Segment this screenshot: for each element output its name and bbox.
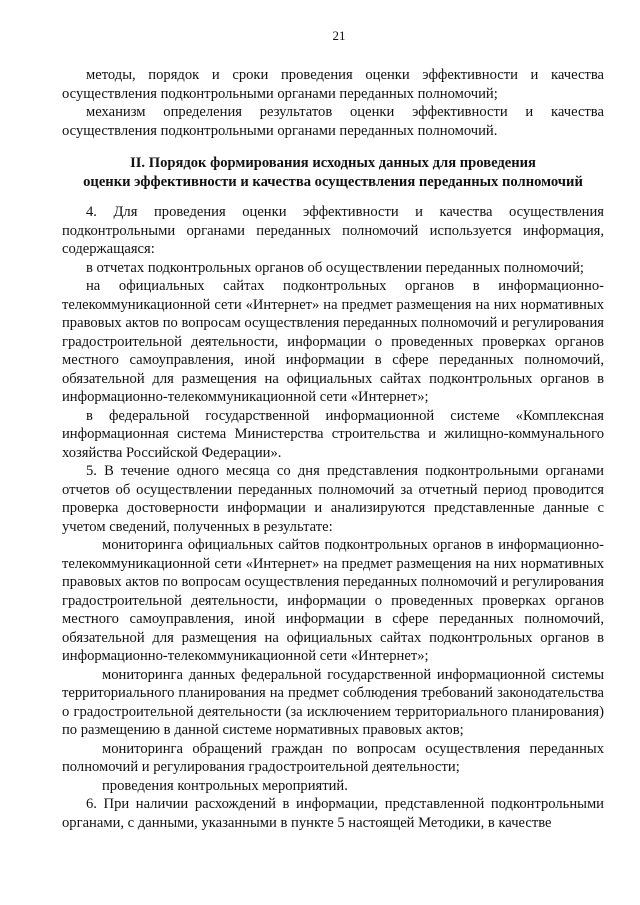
clause-5-item-3: мониторинга обращений граждан по вопросам осуществления переданных полномочий и регулирования градостроительной деятельности; <box>62 740 604 775</box>
clause-5-item-4: проведения контрольных мероприятий. <box>102 777 348 794</box>
clause-5: 5. В течение одного месяца со дня представления подконтрольными органами отчетов об осуществлении переданных полномочий за отчетный период проводится проверка достоверности информации и анализируются представленные данные с учетом сведений, полученных в результате: <box>62 463 604 535</box>
intro-paragraph-1: методы, порядок и сроки проведения оценки эффективности и качества осуществления подконтрольными органами переданных полномочий; <box>62 67 604 102</box>
section-heading-line-1: II. Порядок формирования исходных данных для проведения <box>130 155 536 171</box>
intro-paragraph-2: механизм определения результатов оценки эффективности и качества осуществления подконтрольными органами переданных полномочий. <box>62 104 604 139</box>
section-heading <box>62 154 604 191</box>
clause-6: 6. При наличии расхождений в информации, представленной подконтрольными органами, с данными, указанными в пункте 5 настоящей Методики, в качестве <box>62 796 604 831</box>
page-number: 21 <box>332 28 346 43</box>
clause-4: 4. Для проведения оценки эффективности и качества осуществления подконтрольными органами переданных полномочий используется информация, содержащаяся: <box>62 204 604 257</box>
section-heading-line-2: оценки эффективности и качества осуществления переданных полномочий <box>83 173 583 190</box>
clause-5-item-2: мониторинга данных федеральной государственной информационной системы территориального планирования на предмет соблюдения требований законодательства о градостроительной деятельности (за исключением территориального планирования) по размещению в данной системе нормативных правовых актов; <box>62 666 604 738</box>
clause-4-item-2: на официальных сайтах подконтрольных органов в информационно-телекоммуникационной сети «Интернет» на предмет размещения на них нормативных правовых актов по вопросам осуществления переданных полномочий и регулирования градостроительной деятельности, информации о проведенных проверках органов местного самоуправления, иной информации в сфере переданных полномочий, обязательной для размещения на официальных сайтах подконтрольных органов в информационно-телекоммуникационной сети «Интернет»; <box>62 278 604 405</box>
clause-4-item-1: в отчетах подконтрольных органов об осуществлении переданных полномочий; <box>86 259 584 276</box>
clause-4-item-3: в федеральной государственной информационной системе «Комплексная информационная система Министерства строительства и жилищно-коммунального хозяйства Российской Федерации». <box>62 407 604 461</box>
clause-5-item-1: мониторинга официальных сайтов подконтрольных органов в информационно-телекоммуникационной сети «Интернет» на предмет размещения на них нормативных правовых актов по вопросам осуществления переданных полномочий и регулирования градостроительной деятельности, информации о проведенных проверках органов местного самоуправления, иной информации в сфере переданных полномочий, обязательной для размещения на официальных сайтах подконтрольных органов в информационно-телекоммуникационной сети «Интернет»; <box>62 537 604 664</box>
